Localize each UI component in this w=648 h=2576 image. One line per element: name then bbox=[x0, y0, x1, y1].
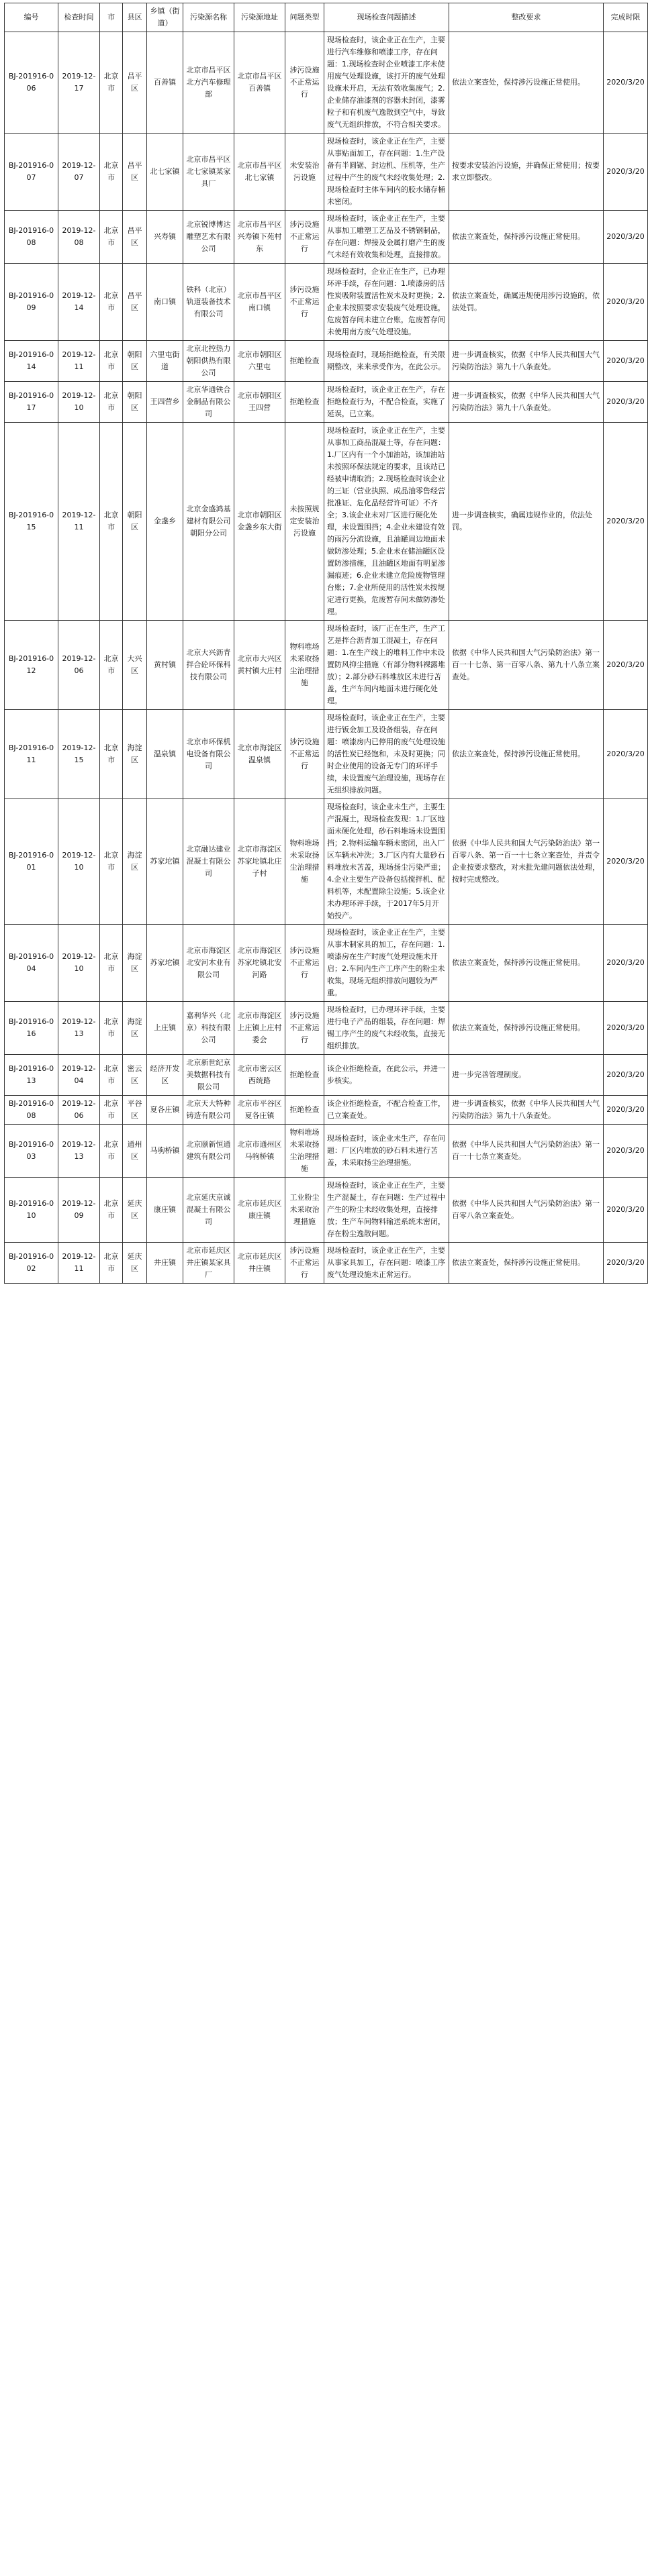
record-id: BJ-201916-010 bbox=[5, 1178, 58, 1243]
record-id: BJ-201916-015 bbox=[5, 423, 58, 621]
record-id: BJ-201916-014 bbox=[5, 341, 58, 382]
city-cell: 北京市 bbox=[100, 1096, 123, 1125]
rectification-requirement: 依法立案查处，保持涉污设施正常使用。 bbox=[449, 211, 604, 264]
deadline-cell: 2020/3/20 bbox=[604, 211, 648, 264]
polluter-address: 北京市朝阳区金盏乡东大街 bbox=[234, 423, 285, 621]
issue-description: 现场检查时，该企业未生产，主要生产混凝土，现场检查发现：1.厂区地面未硬化处理，砂石料堆场未设置围挡；2.物料运输车辆未密闭，出入厂区车辆未冲洗；3.厂区内有大量砂石料堆放未苫盖，现场扬尘污染严重；4.企业主要生产设备包括搅拌机、配料机等，未配置除尘设施；5.该企业未办理环评手续，于2017年5月开始投产。 bbox=[324, 799, 449, 925]
city-cell: 北京市 bbox=[100, 134, 123, 211]
deadline-cell: 2020/3/20 bbox=[604, 32, 648, 134]
rectification-requirement: 依法立案查处，保持涉污设施正常使用。 bbox=[449, 710, 604, 799]
town-cell: 北七家镇 bbox=[147, 134, 183, 211]
table-row bbox=[5, 211, 648, 264]
issue-description: 现场检查时，该企业正在生产，主要从事木制家具的加工，存在问题：1.喷漆房在生产时废气处理设施未开启；2.车间内生产工序产生的粉尘未收集，现场无组织排放问题较为严重。 bbox=[324, 925, 449, 1002]
town-cell: 温泉镇 bbox=[147, 710, 183, 799]
issue-type: 拒绝检查 bbox=[285, 341, 324, 382]
town-cell: 经济开发区 bbox=[147, 1055, 183, 1096]
record-id: BJ-201916-016 bbox=[5, 1002, 58, 1055]
district-cell: 延庆区 bbox=[123, 1178, 147, 1243]
polluter-name: 北京市海淀区北安河木业有限公司 bbox=[183, 925, 234, 1002]
table-row bbox=[5, 710, 648, 799]
issue-type: 拒绝检查 bbox=[285, 1096, 324, 1125]
polluter-address: 北京市大兴区黄村镇大庄村 bbox=[234, 621, 285, 710]
town-cell: 夏各庄镇 bbox=[147, 1096, 183, 1125]
district-cell: 昌平区 bbox=[123, 134, 147, 211]
issue-type: 未按照规定安装治污设施 bbox=[285, 423, 324, 621]
table-row bbox=[5, 264, 648, 341]
polluter-address: 北京市延庆区井庄镇 bbox=[234, 1243, 285, 1284]
district-cell: 昌平区 bbox=[123, 211, 147, 264]
issue-description: 现场检查时，该企业未生产，存在问题：厂区内堆放的砂石料未进行苫盖，未采取扬尘治理措施。 bbox=[324, 1125, 449, 1178]
table-row bbox=[5, 1125, 648, 1178]
rectification-requirement: 依法立案查处，保持涉污设施正常使用。 bbox=[449, 32, 604, 134]
district-cell: 海淀区 bbox=[123, 799, 147, 925]
rectification-requirement: 依法立案查处，保持涉污设施正常使用。 bbox=[449, 1243, 604, 1284]
issue-description: 现场检查时，该企业正在生产，存在拒绝检查行为，不配合检查，实施了延误，已立案。 bbox=[324, 382, 449, 423]
district-cell: 朝阳区 bbox=[123, 423, 147, 621]
inspection-date: 2019-12-13 bbox=[58, 1125, 100, 1178]
polluter-name: 铁科（北京）轨道装备技术有限公司 bbox=[183, 264, 234, 341]
deadline-cell: 2020/3/20 bbox=[604, 1055, 648, 1096]
rectification-requirement: 依据《中华人民共和国大气污染防治法》第一百一十七条立案查处。 bbox=[449, 1125, 604, 1178]
column-header: 县区 bbox=[123, 3, 147, 32]
town-cell: 六里屯街道 bbox=[147, 341, 183, 382]
district-cell: 大兴区 bbox=[123, 621, 147, 710]
polluter-name: 北京新世纪京美数据科技有限公司 bbox=[183, 1055, 234, 1096]
deadline-cell: 2020/3/20 bbox=[604, 423, 648, 621]
city-cell: 北京市 bbox=[100, 1125, 123, 1178]
town-cell: 马驹桥镇 bbox=[147, 1125, 183, 1178]
column-header: 问题类型 bbox=[285, 3, 324, 32]
rectification-requirement: 依据《中华人民共和国大气污染防治法》第一百一十七条、第一百零八条、第九十八条立案查处。 bbox=[449, 621, 604, 710]
district-cell: 朝阳区 bbox=[123, 341, 147, 382]
inspection-date: 2019-12-06 bbox=[58, 1096, 100, 1125]
polluter-name: 北京北控热力朝阳供热有限公司 bbox=[183, 341, 234, 382]
city-cell: 北京市 bbox=[100, 382, 123, 423]
polluter-address: 北京市通州区马驹桥镇 bbox=[234, 1125, 285, 1178]
inspection-date: 2019-12-06 bbox=[58, 621, 100, 710]
issue-description: 现场检查时，该企业正在生产，主要从事家具加工，存在问题：喷漆工序废气处理设施未正常运行。 bbox=[324, 1243, 449, 1284]
record-id: BJ-201916-017 bbox=[5, 382, 58, 423]
inspection-date: 2019-12-09 bbox=[58, 1178, 100, 1243]
record-id: BJ-201916-009 bbox=[5, 264, 58, 341]
deadline-cell: 2020/3/20 bbox=[604, 799, 648, 925]
issue-type: 涉污设施不正常运行 bbox=[285, 925, 324, 1002]
record-id: BJ-201916-003 bbox=[5, 1125, 58, 1178]
polluter-name: 北京市昌平区北七家镇某家具厂 bbox=[183, 134, 234, 211]
column-header: 编号 bbox=[5, 3, 58, 32]
polluter-address: 北京市昌平区兴寿镇下苑村东 bbox=[234, 211, 285, 264]
city-cell: 北京市 bbox=[100, 925, 123, 1002]
record-id: BJ-201916-012 bbox=[5, 621, 58, 710]
deadline-cell: 2020/3/20 bbox=[604, 925, 648, 1002]
inspection-sheet bbox=[4, 3, 645, 1284]
rectification-requirement: 进一步调查核实，依据《中华人民共和国大气污染防治法》第九十八条查处。 bbox=[449, 382, 604, 423]
table-header-row bbox=[5, 3, 648, 32]
rectification-requirement: 进一步调查核实，依据《中华人民共和国大气污染防治法》第九十八条查处。 bbox=[449, 1096, 604, 1125]
record-id: BJ-201916-011 bbox=[5, 710, 58, 799]
district-cell: 海淀区 bbox=[123, 710, 147, 799]
polluter-address: 北京市海淀区温泉镇 bbox=[234, 710, 285, 799]
polluter-name: 北京融达建业混凝土有限公司 bbox=[183, 799, 234, 925]
record-id: BJ-201916-008 bbox=[5, 1096, 58, 1125]
inspection-date: 2019-12-15 bbox=[58, 710, 100, 799]
town-cell: 井庄镇 bbox=[147, 1243, 183, 1284]
table-row bbox=[5, 382, 648, 423]
city-cell: 北京市 bbox=[100, 211, 123, 264]
polluter-address: 北京市海淀区上庄镇上庄村委会 bbox=[234, 1002, 285, 1055]
town-cell: 兴寿镇 bbox=[147, 211, 183, 264]
column-header: 现场检查问题描述 bbox=[324, 3, 449, 32]
inspection-date: 2019-12-14 bbox=[58, 264, 100, 341]
column-header: 完成时限 bbox=[604, 3, 648, 32]
town-cell: 黄村镇 bbox=[147, 621, 183, 710]
deadline-cell: 2020/3/20 bbox=[604, 621, 648, 710]
issue-description: 该企业拒绝检查，在此公示，并进一步核实。 bbox=[324, 1055, 449, 1096]
issue-type: 涉污设施不正常运行 bbox=[285, 264, 324, 341]
town-cell: 百善镇 bbox=[147, 32, 183, 134]
issue-description: 现场检查时，该厂正在生产，生产工艺是拌合沥青加工混凝土，存在问题：1.在生产线上的堆料工作中未设置防风抑尘措施（有部分物料裸露堆放）；2.部分砂石料堆放区未进行苫盖，生产车间内地面未进行硬化处理。 bbox=[324, 621, 449, 710]
polluter-name: 嘉利华兴（北京）科技有限公司 bbox=[183, 1002, 234, 1055]
issue-description: 现场检查时，该企业正在生产，主要从事加工商品混凝土等，存在问题：1.厂区内有一个小加油站，该加油站未按照环保法规定的要求，且该站已经被申请取消；2.现场检查时该企业的三证（营业执照、成品油零售经营批准证、危化品经营许可证）不齐全；3.该企业未对厂区进行硬化处理，未设置围挡；4.企业未建设有效的雨污分流设施，且油罐周边地面未做防渗处理；5.企业未在储油罐区设置防渗措施，且油罐区地面有明显渗漏痕迹；6.企业未建立危险废物管理台账；7.企业所使用的活性炭未按规定进行更换，危废暂存间未做防渗处理。 bbox=[324, 423, 449, 621]
issue-type: 涉污设施不正常运行 bbox=[285, 1243, 324, 1284]
issue-type: 涉污设施不正常运行 bbox=[285, 1002, 324, 1055]
record-id: BJ-201916-007 bbox=[5, 134, 58, 211]
polluter-name: 北京大兴沥青拌合砼环保科技有限公司 bbox=[183, 621, 234, 710]
deadline-cell: 2020/3/20 bbox=[604, 1178, 648, 1243]
city-cell: 北京市 bbox=[100, 32, 123, 134]
polluter-name: 北京天大特种铸造有限公司 bbox=[183, 1096, 234, 1125]
table-row bbox=[5, 341, 648, 382]
inspection-date: 2019-12-11 bbox=[58, 1243, 100, 1284]
polluter-name: 北京延庆京诚混凝土有限公司 bbox=[183, 1178, 234, 1243]
inspection-date: 2019-12-07 bbox=[58, 134, 100, 211]
inspection-date: 2019-12-08 bbox=[58, 211, 100, 264]
district-cell: 昌平区 bbox=[123, 264, 147, 341]
district-cell: 平谷区 bbox=[123, 1096, 147, 1125]
deadline-cell: 2020/3/20 bbox=[604, 1096, 648, 1125]
inspection-date: 2019-12-10 bbox=[58, 925, 100, 1002]
city-cell: 北京市 bbox=[100, 341, 123, 382]
rectification-requirement: 依据《中华人民共和国大气污染防治法》第一百零八条、第一百一十七条立案查处，并责令企业按要求整改，对未批先建问题依法处理，按时完成整改。 bbox=[449, 799, 604, 925]
record-id: BJ-201916-013 bbox=[5, 1055, 58, 1096]
issue-type: 物料堆场未采取扬尘治理措施 bbox=[285, 621, 324, 710]
table-row bbox=[5, 423, 648, 621]
rectification-requirement: 依法立案查处，确属违规使用涉污设施的，依法处罚。 bbox=[449, 264, 604, 341]
town-cell: 王四营乡 bbox=[147, 382, 183, 423]
table-row bbox=[5, 925, 648, 1002]
town-cell: 康庄镇 bbox=[147, 1178, 183, 1243]
city-cell: 北京市 bbox=[100, 799, 123, 925]
town-cell: 苏家坨镇 bbox=[147, 799, 183, 925]
polluter-name: 北京市环保机电设备有限公司 bbox=[183, 710, 234, 799]
issue-description: 现场检查时，该企业正在生产，主要进行钣金加工及设备组装，存在问题：喷漆房内已停用的废气处理设施的活性炭已经饱和，未及时更换；同时企业使用的设备无专门的环评手续，未设置废气治理设施，现场存在无组织排放问题。 bbox=[324, 710, 449, 799]
inspection-date: 2019-12-17 bbox=[58, 32, 100, 134]
district-cell: 密云区 bbox=[123, 1055, 147, 1096]
city-cell: 北京市 bbox=[100, 1178, 123, 1243]
issue-description: 现场检查时，该企业正在生产，主要进行汽车维修和喷漆工序，存在问题：1.现场检查时企业喷漆工序未使用废气处理设施，该打开的废气处理设施未开启，无法有效收集废气；2.企业储存油漆剂的容器未封闭，漆雾粒子和有机废气逸散到空气中，导致废气无组织排放，不符合相关要求。 bbox=[324, 32, 449, 134]
issue-description: 现场检查时，该企业正在生产，主要从事贴面加工，存在问题：1.生产设备有半圆锯、封边机、压机等，生产过程中产生的废气未经收集处理；2.现场检查时主体车间内的胶水储存桶未密闭。 bbox=[324, 134, 449, 211]
city-cell: 北京市 bbox=[100, 423, 123, 621]
column-header: 整改要求 bbox=[449, 3, 604, 32]
issue-type: 涉污设施不正常运行 bbox=[285, 211, 324, 264]
record-id: BJ-201916-001 bbox=[5, 799, 58, 925]
table-row bbox=[5, 1178, 648, 1243]
table-body bbox=[5, 32, 648, 1284]
district-cell: 延庆区 bbox=[123, 1243, 147, 1284]
issue-type: 物料堆场未采取扬尘治理措施 bbox=[285, 799, 324, 925]
inspection-date: 2019-12-10 bbox=[58, 799, 100, 925]
column-header: 市 bbox=[100, 3, 123, 32]
town-cell: 南口镇 bbox=[147, 264, 183, 341]
deadline-cell: 2020/3/20 bbox=[604, 1002, 648, 1055]
polluter-address: 北京市海淀区苏家坨镇北安河路 bbox=[234, 925, 285, 1002]
deadline-cell: 2020/3/20 bbox=[604, 1243, 648, 1284]
polluter-name: 北京锐博博达雕塑艺术有限公司 bbox=[183, 211, 234, 264]
polluter-address: 北京市昌平区北七家镇 bbox=[234, 134, 285, 211]
polluter-name: 北京金盛鸿基建材有限公司朝阳分公司 bbox=[183, 423, 234, 621]
polluter-name: 北京市延庆区井庄镇某家具厂 bbox=[183, 1243, 234, 1284]
rectification-requirement: 依法立案查处，保持涉污设施正常使用。 bbox=[449, 1002, 604, 1055]
table-row bbox=[5, 1243, 648, 1284]
inspection-date: 2019-12-13 bbox=[58, 1002, 100, 1055]
polluter-name: 北京市昌平区北方汽车修理部 bbox=[183, 32, 234, 134]
polluter-address: 北京市延庆区康庄镇 bbox=[234, 1178, 285, 1243]
city-cell: 北京市 bbox=[100, 621, 123, 710]
table-row bbox=[5, 1002, 648, 1055]
town-cell: 苏家坨镇 bbox=[147, 925, 183, 1002]
column-header: 检查时间 bbox=[58, 3, 100, 32]
city-cell: 北京市 bbox=[100, 710, 123, 799]
inspection-date: 2019-12-11 bbox=[58, 423, 100, 621]
deadline-cell: 2020/3/20 bbox=[604, 1125, 648, 1178]
issue-description: 该企业拒绝检查，不配合检查工作，已立案查处。 bbox=[324, 1096, 449, 1125]
table-row bbox=[5, 621, 648, 710]
table-row bbox=[5, 1096, 648, 1125]
polluter-name: 北京颐新恒通建筑有限公司 bbox=[183, 1125, 234, 1178]
town-cell: 上庄镇 bbox=[147, 1002, 183, 1055]
issue-type: 拒绝检查 bbox=[285, 1055, 324, 1096]
city-cell: 北京市 bbox=[100, 1002, 123, 1055]
polluter-address: 北京市密云区西统路 bbox=[234, 1055, 285, 1096]
polluter-address: 北京市昌平区南口镇 bbox=[234, 264, 285, 341]
table-row bbox=[5, 134, 648, 211]
deadline-cell: 2020/3/20 bbox=[604, 710, 648, 799]
column-header: 乡镇（街道） bbox=[147, 3, 183, 32]
issue-type: 未安装治污设施 bbox=[285, 134, 324, 211]
rectification-requirement: 进一步调查核实，确属违规作业的，依法处罚。 bbox=[449, 423, 604, 621]
issue-description: 现场检查时，现场拒绝检查，有关限期整改，来来承受作为，在此公示。 bbox=[324, 341, 449, 382]
deadline-cell: 2020/3/20 bbox=[604, 382, 648, 423]
issue-description: 现场检查时，已办理环评手续，主要进行电子产品的组装，存在问题：焊锡工序产生的废气未经收集，直接无组织排放。 bbox=[324, 1002, 449, 1055]
issue-type: 物料堆场未采取扬尘治理措施 bbox=[285, 1125, 324, 1178]
issue-type: 涉污设施不正常运行 bbox=[285, 710, 324, 799]
polluter-name: 北京华通铁合金制品有限公司 bbox=[183, 382, 234, 423]
district-cell: 朝阳区 bbox=[123, 382, 147, 423]
polluter-address: 北京市朝阳区六里屯 bbox=[234, 341, 285, 382]
record-id: BJ-201916-004 bbox=[5, 925, 58, 1002]
polluter-address: 北京市昌平区百善镇 bbox=[234, 32, 285, 134]
inspection-date: 2019-12-11 bbox=[58, 341, 100, 382]
rectification-requirement: 依法立案查处，保持涉污设施正常使用。 bbox=[449, 925, 604, 1002]
issue-type: 工业粉尘未采取治理措施 bbox=[285, 1178, 324, 1243]
rectification-requirement: 进一步完善管理制度。 bbox=[449, 1055, 604, 1096]
town-cell: 金盏乡 bbox=[147, 423, 183, 621]
inspection-table bbox=[4, 3, 648, 1284]
deadline-cell: 2020/3/20 bbox=[604, 341, 648, 382]
inspection-date: 2019-12-10 bbox=[58, 382, 100, 423]
polluter-address: 北京市朝阳区王四营 bbox=[234, 382, 285, 423]
polluter-address: 北京市海淀区苏家坨镇北庄子村 bbox=[234, 799, 285, 925]
district-cell: 海淀区 bbox=[123, 1002, 147, 1055]
rectification-requirement: 进一步调查核实，依据《中华人民共和国大气污染防治法》第九十八条查处。 bbox=[449, 341, 604, 382]
rectification-requirement: 按要求安装治污设施，并确保正常使用；按要求立即整改。 bbox=[449, 134, 604, 211]
issue-description: 现场检查时，该企业正在生产，主要从事加工雕塑工艺品及不锈钢制品，存在问题：焊接及金属打磨产生的废气未经有效收集和处理，直接排放。 bbox=[324, 211, 449, 264]
column-header: 污染源名称 bbox=[183, 3, 234, 32]
district-cell: 昌平区 bbox=[123, 32, 147, 134]
district-cell: 通州区 bbox=[123, 1125, 147, 1178]
issue-description: 现场检查时，企业正在生产，已办理环评手续，存在问题：1.喷漆房的活性炭吸附装置活性炭未及时更换；2.企业未按照要求安装废气处理设施，危废暂存间未建立台账，危废暂存间未使用南方废气处理设施。 bbox=[324, 264, 449, 341]
deadline-cell: 2020/3/20 bbox=[604, 264, 648, 341]
inspection-date: 2019-12-04 bbox=[58, 1055, 100, 1096]
issue-type: 涉污设施不正常运行 bbox=[285, 32, 324, 134]
issue-description: 现场检查时，该企业正在生产，主要生产混凝土，存在问题：生产过程中产生的粉尘未经收集处理，直接排放；生产车间物料输送系统未密闭，存在粉尘逸散问题。 bbox=[324, 1178, 449, 1243]
record-id: BJ-201916-006 bbox=[5, 32, 58, 134]
record-id: BJ-201916-002 bbox=[5, 1243, 58, 1284]
deadline-cell: 2020/3/20 bbox=[604, 134, 648, 211]
city-cell: 北京市 bbox=[100, 1055, 123, 1096]
table-row bbox=[5, 799, 648, 925]
district-cell: 海淀区 bbox=[123, 925, 147, 1002]
table-row bbox=[5, 1055, 648, 1096]
issue-type: 拒绝检查 bbox=[285, 382, 324, 423]
city-cell: 北京市 bbox=[100, 264, 123, 341]
rectification-requirement: 依据《中华人民共和国大气污染防治法》第一百零八条立案查处。 bbox=[449, 1178, 604, 1243]
polluter-address: 北京市平谷区夏各庄镇 bbox=[234, 1096, 285, 1125]
record-id: BJ-201916-008 bbox=[5, 211, 58, 264]
table-row bbox=[5, 32, 648, 134]
city-cell: 北京市 bbox=[100, 1243, 123, 1284]
column-header: 污染源地址 bbox=[234, 3, 285, 32]
